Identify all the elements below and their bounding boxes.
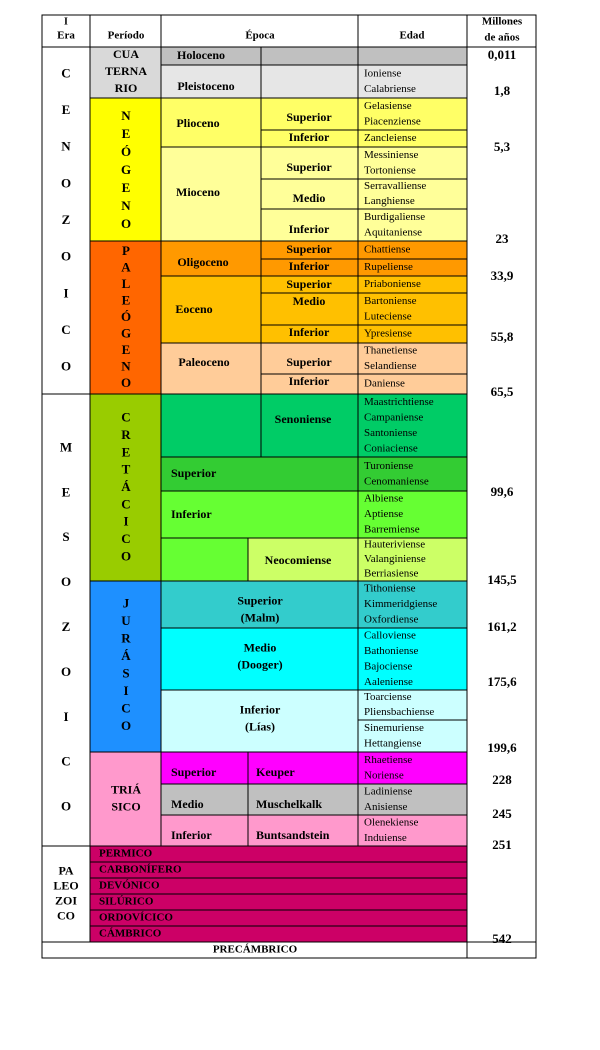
period-cretacico-label: E <box>121 444 131 460</box>
era-mesozoico-label: C <box>61 753 71 769</box>
epoch-triasico-label: Superior <box>171 764 217 779</box>
age-label: Olenekiense <box>364 816 419 829</box>
age-label: Priaboniense <box>364 278 421 291</box>
era-cenozoico-label: O <box>60 248 72 264</box>
epoch-triasico-label: Medio <box>171 796 204 811</box>
period-jurasico-label: Á <box>121 648 131 664</box>
header-epoca: Época <box>245 29 275 42</box>
boundary-ma-label: 251 <box>492 836 512 852</box>
epoch-lias-label: Inferior <box>239 702 281 717</box>
era-paleozoico-label: PA <box>58 863 74 878</box>
period-cretacico-label: I <box>123 513 129 529</box>
era-mesozoico-label: O <box>60 574 72 590</box>
age-label: Campaniense <box>364 411 424 424</box>
age-label: Piacenziense <box>364 115 421 128</box>
period-triasico-label: SICO <box>111 799 141 814</box>
epoch-dooger-label: (Dooger) <box>237 657 283 672</box>
age-label: Rupeliense <box>364 261 413 274</box>
boundary-ma-label: 175,6 <box>487 673 517 689</box>
boundary-ma-label: 161,2 <box>487 618 517 634</box>
age-label: Valanginiense <box>364 553 426 566</box>
age-label: Berriasiense <box>364 567 419 580</box>
period-paleogeno-label: N <box>121 358 131 374</box>
era-cenozoico-label: I <box>63 285 69 301</box>
period-neogeno-label: Ó <box>120 143 132 159</box>
epoch-pleistoceno-extra <box>261 65 358 98</box>
epoch-triasico-label: Inferior <box>171 827 212 842</box>
subepoch-label: Inferior <box>288 373 330 388</box>
period-cretacico-label: C <box>121 530 131 546</box>
age-label: Oxfordiense <box>364 613 419 626</box>
epoch-eoceno-label: Eoceno <box>175 301 213 316</box>
period-cretacico-label: T <box>121 461 131 477</box>
age-label: Albiense <box>364 492 404 505</box>
era-mesozoico-label: I <box>63 708 69 724</box>
period-jurasico-label: I <box>123 683 129 699</box>
era-cenozoico-label: O <box>60 175 72 191</box>
age-label: Calabriense <box>364 82 416 95</box>
era-cenozoico-label: N <box>61 138 71 154</box>
age-label: Ioniense <box>364 67 402 80</box>
boundary-ma-label: 145,5 <box>487 571 517 587</box>
age-label: Santoniense <box>364 426 418 439</box>
subepoch-triasico-label: Buntsandstein <box>256 827 330 842</box>
epoch-holoceno-label: Holoceno <box>177 47 225 62</box>
header-periodo: Período <box>107 29 145 42</box>
boundary-ma-label: 55,8 <box>490 328 514 344</box>
epoch-dooger-label: Medio <box>243 640 277 655</box>
subepoch-label: Superior <box>286 109 332 124</box>
age-label: Aaleniense <box>364 675 413 688</box>
header-edad: Edad <box>399 29 425 42</box>
boundary-ma-label: 199,6 <box>487 739 517 755</box>
precambrian-label: PRECÁMBRICO <box>212 943 298 956</box>
boundary-ma-label: 65,5 <box>490 383 514 399</box>
era-cenozoico-label: C <box>61 321 71 337</box>
period-paleogeno-label: A <box>121 259 131 275</box>
age-label: Luteciense <box>364 310 412 323</box>
subepoch-label: Medio <box>292 293 326 308</box>
period-cretacico-label: C <box>121 409 131 425</box>
boundary-ma-label: 1,8 <box>493 82 511 98</box>
era-mesozoico-label: O <box>60 663 72 679</box>
period-neogeno-label: N <box>121 107 131 123</box>
age-label: Coniaciense <box>364 442 418 455</box>
paleozoic-period-label: SILÚRICO <box>99 895 154 908</box>
subepoch-label: Superior <box>286 276 332 291</box>
age-label: Pliensbachiense <box>364 706 435 719</box>
age-label: Bathoniense <box>364 644 419 657</box>
period-cretacico-label: C <box>121 496 131 512</box>
boundary-ma-label: 228 <box>492 771 512 787</box>
period-jurasico-label: O <box>120 718 132 734</box>
period-jurasico-label: C <box>121 700 131 716</box>
boundary-ma-label: 542 <box>492 930 512 946</box>
epoch-holoceno-extra <box>261 47 358 65</box>
age-label: Ladiniense <box>364 785 413 798</box>
age-label: Bartoniense <box>364 294 417 307</box>
age-label: Aptiense <box>364 508 404 521</box>
age-label: Noriense <box>364 769 404 782</box>
age-label: Cenomaniense <box>364 475 429 488</box>
period-paleogeno-label: G <box>120 325 132 341</box>
age-label: Langhiense <box>364 195 415 208</box>
age-label: Daniense <box>364 377 405 390</box>
boundary-ma-label: 245 <box>492 805 512 821</box>
cretacico-senoniense-left <box>161 394 261 457</box>
boundary-ma-label: 5,3 <box>493 138 511 154</box>
age-label: Zancleiense <box>364 132 417 145</box>
period-cuaternario-label: TERNA <box>104 63 148 78</box>
period-jurasico-label: S <box>122 665 130 681</box>
age-label: Serravalliense <box>364 180 427 193</box>
era-paleozoico-label: LEO <box>53 878 79 893</box>
period-paleogeno-label: E <box>121 341 131 357</box>
age-label: Barremiense <box>364 523 420 536</box>
boundary-ma-label: 0,011 <box>487 46 517 62</box>
age-label: Thanetiense <box>364 344 418 357</box>
period-cuaternario-label: RIO <box>114 80 138 95</box>
era-mesozoico-label: Z <box>61 618 71 634</box>
age-label: Turoniense <box>364 459 414 472</box>
header-millones: Millones <box>481 15 523 28</box>
period-neogeno-label: O <box>120 215 132 231</box>
age-label: Sinemuriense <box>364 721 424 734</box>
subepoch-neocomiense-label: Neocomiense <box>264 552 332 567</box>
era-cenozoico-label: O <box>60 358 72 374</box>
era-cenozoico-label: Z <box>61 211 71 227</box>
subepoch-label: Medio <box>292 190 326 205</box>
age-label: Induiense <box>364 831 407 844</box>
paleozoic-period-label: DEVÓNICO <box>99 879 160 892</box>
era-mesozoico-label: E <box>61 484 71 500</box>
age-label: Burdigaliense <box>364 210 426 223</box>
era-mesozoico-label: S <box>62 529 70 545</box>
age-label: Gelasiense <box>364 99 412 112</box>
epoch-paleoceno-label: Paleoceno <box>178 354 230 369</box>
subepoch-label: Inferior <box>288 221 330 236</box>
period-cretacico-label: R <box>121 426 131 442</box>
age-label: Hettangiense <box>364 737 422 750</box>
age-label: Aquitaniense <box>364 226 423 239</box>
paleozoic-period-label: ORDOVÍCICO <box>99 911 173 924</box>
age-label: Chattiense <box>364 243 411 256</box>
age-label: Bajociense <box>364 660 413 673</box>
epoch-mioceno-label: Mioceno <box>176 184 220 199</box>
age-label: Maastrichtiense <box>364 395 434 408</box>
period-paleogeno-label: Ó <box>120 308 132 324</box>
period-cuaternario-label: CUA <box>113 46 139 61</box>
period-neogeno-label: E <box>121 179 131 195</box>
boundary-ma-label: 33,9 <box>490 267 514 283</box>
epoch-malm-label: (Malm) <box>240 610 280 625</box>
subepoch-label: Inferior <box>288 324 330 339</box>
paleozoic-period-label: CARBONÍFERO <box>99 863 182 876</box>
era-paleozoico-label: CO <box>57 908 75 923</box>
boundary-ma-label: 99,6 <box>490 483 514 499</box>
period-paleogeno-label: L <box>121 276 131 292</box>
period-paleogeno-label: E <box>121 292 131 308</box>
period-jurasico-label: U <box>121 613 131 629</box>
period-cretacico-label: Á <box>121 478 131 494</box>
cretacico-neocomiense-left <box>161 538 248 581</box>
subepoch-label: Superior <box>286 159 332 174</box>
header-millones-2: de años <box>484 31 520 44</box>
era-cenozoico-label: E <box>61 101 71 117</box>
era-mesozoico-label: O <box>60 798 72 814</box>
subepoch-label: Superior <box>286 354 332 369</box>
epoch-lias-label: (Lías) <box>245 719 275 734</box>
era-mesozoico-label: M <box>59 439 73 455</box>
age-holoceno-empty <box>358 47 467 65</box>
subepoch-triasico-label: Muschelkalk <box>256 796 323 811</box>
era-paleozoico-label: ZOI <box>54 893 78 908</box>
period-neogeno-label: E <box>121 125 131 141</box>
age-label: Selandiense <box>364 359 417 372</box>
subepoch-senoniense-label: Senoniense <box>274 411 332 426</box>
period-jurasico-label: R <box>121 630 131 646</box>
age-label: Messiniense <box>364 148 419 161</box>
subepoch-label: Inferior <box>288 258 330 273</box>
era-cenozoico-label: C <box>61 65 71 81</box>
period-paleogeno-label: O <box>120 374 132 390</box>
age-label: Hauteriviense <box>364 538 426 551</box>
period-paleogeno-label: P <box>122 243 130 259</box>
header-era-marker: I <box>64 16 68 28</box>
epoch-cretacico-inferior-label: Inferior <box>171 506 212 521</box>
epoch-malm-label: Superior <box>237 593 283 608</box>
subepoch-triasico-label: Keuper <box>256 764 295 779</box>
epoch-oligoceno-label: Oligoceno <box>177 254 229 269</box>
paleozoic-period-label: CÁMBRICO <box>99 927 162 940</box>
header-era: Era <box>57 29 75 42</box>
age-label: Tithoniense <box>364 582 416 595</box>
epoch-pleistoceno-label: Pleistoceno <box>177 78 235 93</box>
period-triasico-label: TRIÁ <box>110 782 142 797</box>
subepoch-label: Inferior <box>288 129 330 144</box>
epoch-cretacico-superior-label: Superior <box>171 465 217 480</box>
subepoch-label: Superior <box>286 241 332 256</box>
period-cretacico-label: O <box>120 548 132 564</box>
period-neogeno-label: G <box>120 161 132 177</box>
age-label: Ypresiense <box>364 327 412 340</box>
period-jurasico-label: J <box>122 595 130 611</box>
age-label: Rhaetiense <box>364 753 413 766</box>
boundary-ma-label: 23 <box>495 230 509 246</box>
age-label: Toarciense <box>364 691 412 704</box>
age-label: Kimmeridgiense <box>364 598 438 611</box>
age-label: Anisiense <box>364 800 408 813</box>
paleozoic-period-label: PERMICO <box>99 847 153 860</box>
epoch-plioceno-label: Plioceno <box>176 115 220 130</box>
age-label: Tortoniense <box>364 164 416 177</box>
age-label: Calloviense <box>364 629 416 642</box>
period-neogeno-label: N <box>121 197 131 213</box>
